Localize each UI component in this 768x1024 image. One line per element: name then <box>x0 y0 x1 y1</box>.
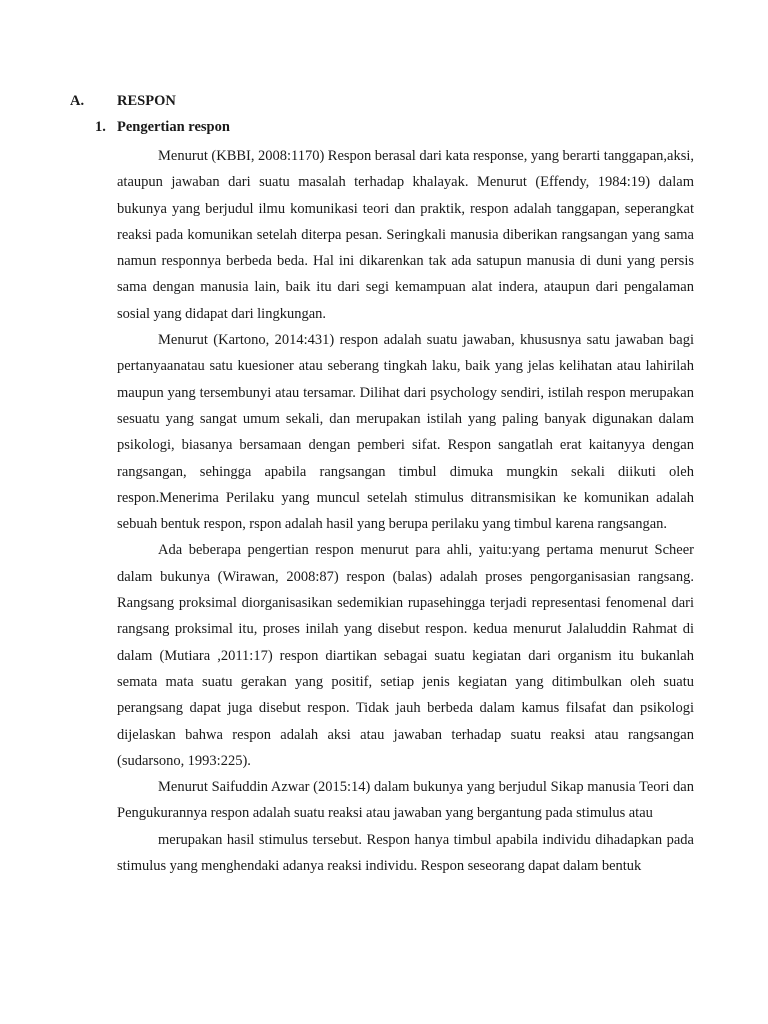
section-number: A. <box>70 93 85 109</box>
paragraph-expert-definitions: Ada beberapa pengertian respon menurut para ahli, yaitu:yang pertama menurut Scheer dalam bukunya (Wirawan, 2008:87) respon (balas) adalah proses pengorganisasian rangsang. Rangsang proksimal diorganisasikan sedemikian rupasehingga terjadi representasi fenomenal dari rangsang proksimal itu, proses inilah yang disebut respon. kedua menurut Jalaluddin Rahmat di dalam (Mutiara ,2011:17) respon diartikan sebagai suatu kegiatan dari organism itu bukanlah semata mata suatu gerakan yang positif, setiap jenis kegiatan yang ditimbulkan oleh suatu perangsang dapat juga disebut respon. Tidak jauh berbeda dalam kamus filsafat dan psikologi dijelaskan bahwa respon adalah aksi atau jawaban terhadap suatu reaksi atau rangsangan (sudarsono, 1993:225). <box>117 542 694 769</box>
paragraph-azwar-definition: Menurut Saifuddin Azwar (2015:14) dalam bukunya yang berjudul Sikap manusia Teori dan Pengukurannya respon adalah suatu reaksi atau jawaban yang bergantung pada stimulus atau <box>117 779 694 822</box>
paragraph-azwar-continued: merupakan hasil stimulus tersebut. Respon hanya timbul apabila individu dihadapkan pada stimulus yang menghendaki adanya reaksi individu. Respon seseorang dapat dalam bentuk <box>117 831 694 875</box>
subsection-heading <box>95 117 230 137</box>
body-text <box>117 143 694 879</box>
paragraph-kartono-definition: Menurut (Kartono, 2014:431) respon adalah suatu jawaban, khususnya satu jawaban bagi pertanyaanatau satu kuesioner atau seberang tingkah laku, baik yang jelas kelihatan atau lahirilah maupun yang tersembunyi atau tersamar. Dilihat dari psychology sendiri, istilah respon merupakan sesuatu yang sangat umum sekali, dan merupakan istilah yang paling banyak digunakan dalam psikologi, biasanya bersamaan dengan pemberi sifat. Respon sangatlah erat kaitanyya dengan rangsangan, sehingga apabila rangsangan timbul dimuka mungkin sekali diikuti oleh respon.Menerima Perilaku yang muncul setelah stimulus ditransmisikan ke komunikan adalah sebuah bentuk respon, rspon adalah hasil yang berupa perilaku yang timbul karena rangsangan. <box>117 332 694 533</box>
paragraph-kbbi-definition: Menurut (KBBI, 2008:1170) Respon berasal dari kata response, yang berarti tanggapan,aksi, ataupun jawaban dari suatu masalah terhadap khalayak. Menurut (Effendy, 1984:19) dalam bukunya yang berjudul ilmu komunikasi teori dan praktik, respon adalah tanggapan, seperangkat reaksi pada komunikan setelah diterpa pesan. Seringkali manusia diberikan rangsangan yang sama namun responnya berbeda beda. Hal ini dikarenkan tak ada satupun manusia di duni yang persis sama dengan manusia lain, baik itu dari segi kemampuan alat indera, ataupun dari pengalaman sosial yang didapat dari lingkungan. <box>117 148 694 322</box>
subsection-number: 1. <box>95 119 106 135</box>
section-heading <box>70 91 176 111</box>
subsection-title: Pengertian respon <box>117 119 230 135</box>
section-title: RESPON <box>117 93 176 109</box>
